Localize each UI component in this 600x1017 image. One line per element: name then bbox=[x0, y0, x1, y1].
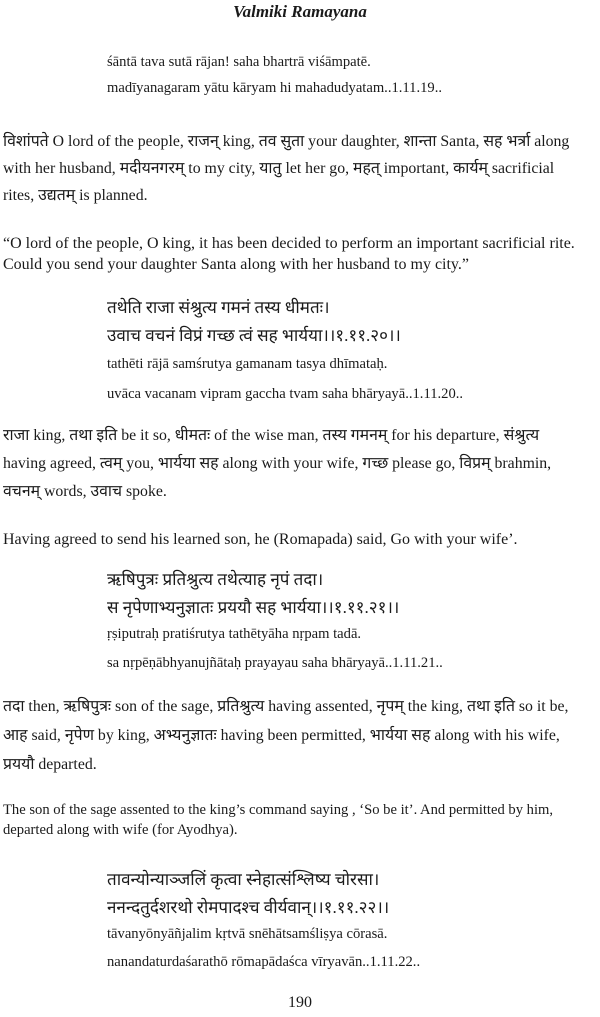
devanagari-line: तावन्योन्याञ्जलिं कृत्वा स्नेहात्संश्लिष्य चोरसा। bbox=[107, 870, 380, 889]
translit-line: tāvanyōnyāñjalim kṛtvā snēhātsamśliṣya cōrasā. bbox=[107, 926, 388, 942]
word-gloss-19 bbox=[3, 128, 569, 209]
translation-21 bbox=[3, 800, 553, 840]
running-header: Valmiki Ramayana bbox=[233, 2, 367, 21]
devanagari-line: स नृपेणाभ्यनुज्ञातः प्रययौ सह भार्यया।।१.११.२१।। bbox=[107, 598, 400, 617]
translit-line: madīyanagaram yātu kāryam hi mahadudyatam..1.11.19.. bbox=[107, 80, 443, 96]
translation-line: “O lord of the people, O king, it has been decided to perform an important sacrificial rite. bbox=[3, 235, 575, 252]
translation-line: The son of the sage assented to the king’s command saying , ‘So be it’. And permitted by him, bbox=[3, 802, 554, 818]
devanagari-line: तथेति राजा संश्रुत्य गमनं तस्य धीमतः। bbox=[107, 298, 330, 317]
translation-19 bbox=[3, 233, 575, 275]
gloss-line: with her husband, मदीयनगरम् to my city, यातु let her go, महत् important, कार्यम् sacrificial bbox=[3, 160, 555, 177]
translit-line: uvāca vacanam vipram gaccha tvam saha bhāryayā..1.11.20.. bbox=[107, 386, 464, 402]
translit-line: śāntā tava sutā rājan! saha bhartrā viśāmpatē. bbox=[107, 54, 371, 70]
gloss-line: विशांपते O lord of the people, राजन् king, तव सुता your daughter, शान्ता Santa, सह भर्त्रा along bbox=[3, 133, 570, 150]
devanagari-line: ऋषिपुत्रः प्रतिश्रुत्य तथेत्याह नृपं तदा। bbox=[107, 570, 324, 589]
verse-19-translit bbox=[107, 52, 442, 98]
gloss-line: rites, उद्यतम् is planned. bbox=[3, 187, 148, 204]
gloss-line: आह said, नृपेण by king, अभ्यनुज्ञातः having been permitted, भार्यया सह along with his wife, bbox=[3, 727, 560, 744]
translit-line: sa nṛpēṇābhyanujñātaḥ prayayau saha bhāryayā..1.11.21.. bbox=[107, 655, 443, 671]
translit-line: ṛṣiputraḥ pratiśrutya tathētyāha nṛpam tadā. bbox=[107, 626, 362, 642]
gloss-line: तदा then, ऋषिपुत्रः son of the sage, प्रतिश्रुत्य having assented, नृपम् the king, तथा इति so it be, bbox=[3, 698, 569, 715]
translation-line: Could you send your daughter Santa along with her husband to my city.” bbox=[3, 256, 469, 273]
gloss-line: राजा king, तथा इति be it so, धीमतः of the wise man, तस्य गमनम् for his departure, संश्रुत्य bbox=[3, 427, 540, 444]
verse-20 bbox=[107, 294, 463, 407]
page-number: 190 bbox=[288, 994, 312, 1011]
translation-20 bbox=[3, 530, 518, 550]
word-gloss-21 bbox=[3, 692, 568, 779]
translation-line: departed along with wife (for Ayodhya). bbox=[3, 822, 238, 838]
translation-line: Having agreed to send his learned son, he (Romapada) said, Go with your wife’. bbox=[3, 531, 518, 548]
gloss-line: वचनम् words, उवाच spoke. bbox=[3, 483, 167, 500]
devanagari-line: ननन्दतुर्दशरथो रोमपादश्च वीर्यवान्।।१.११.२२।। bbox=[107, 898, 390, 917]
translit-line: tathēti rājā samśrutya gamanam tasya dhīmataḥ. bbox=[107, 356, 388, 372]
word-gloss-20 bbox=[3, 422, 551, 506]
verse-21 bbox=[107, 566, 443, 676]
devanagari-line: उवाच वचनं विप्रं गच्छ त्वं सह भार्यया।।१.११.२०।। bbox=[107, 326, 401, 345]
gloss-line: प्रययौ departed. bbox=[3, 756, 97, 773]
gloss-line: having agreed, त्वम् you, भार्यया सह along with your wife, गच्छ please go, विप्रम् brahmin, bbox=[3, 455, 552, 472]
translit-line: nanandaturdaśarathō rōmapādaśca vīryavān..1.11.22.. bbox=[107, 954, 421, 970]
verse-22 bbox=[107, 866, 420, 975]
